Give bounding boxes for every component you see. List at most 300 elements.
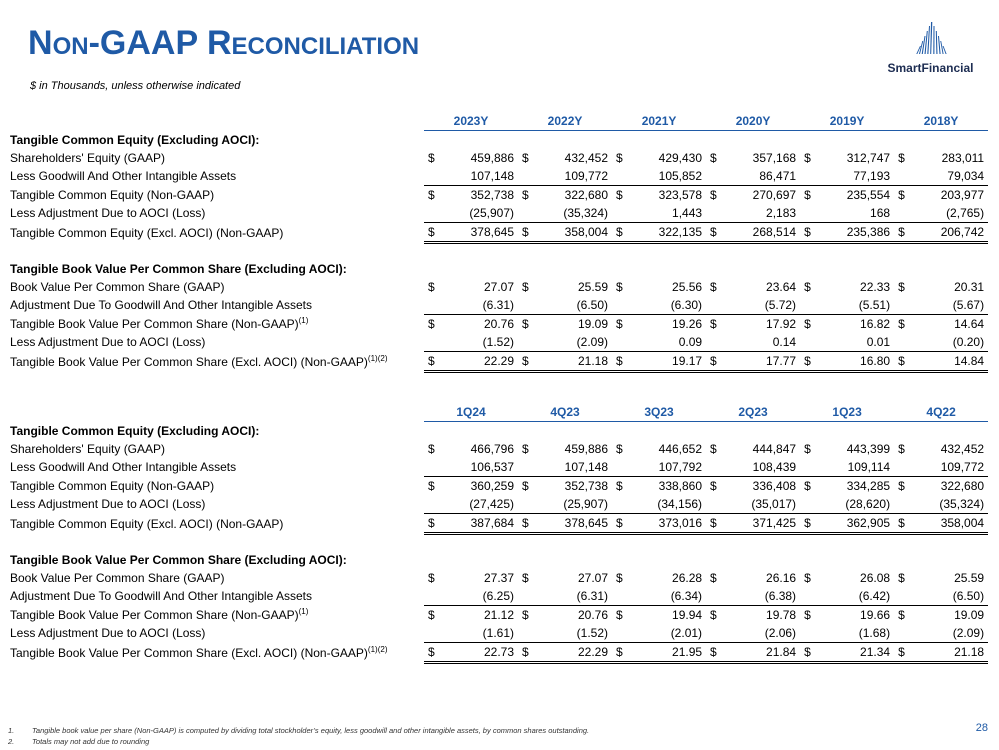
row-label bbox=[8, 333, 424, 352]
empty-cell bbox=[424, 243, 988, 261]
annual-reconciliation-table bbox=[8, 111, 988, 373]
row-label bbox=[8, 243, 424, 261]
currency-symbol: $ bbox=[428, 442, 435, 456]
column-header: 4Q22 bbox=[894, 402, 988, 422]
value-cell: (25,907) bbox=[469, 206, 515, 220]
currency-symbol: $ bbox=[612, 514, 632, 534]
quarterly-reconciliation-table bbox=[8, 402, 988, 664]
value-cell: 322,680 bbox=[538, 186, 612, 205]
currency-symbol bbox=[424, 167, 444, 186]
currency-symbol: $ bbox=[424, 186, 444, 205]
currency-symbol: $ bbox=[616, 571, 623, 585]
header-spacer bbox=[8, 111, 424, 131]
title-cap-r: R bbox=[206, 24, 232, 62]
value-cell: 21.18 bbox=[538, 352, 612, 372]
row-label bbox=[8, 352, 424, 372]
value-cell: 432,452 bbox=[940, 442, 985, 456]
value-cell: (35,324) bbox=[939, 497, 985, 511]
value-cell: 357,168 bbox=[752, 151, 797, 165]
title-rest-1: ON bbox=[52, 33, 89, 60]
row-label-text: Less Adjustment Due to AOCI (Loss) bbox=[10, 206, 206, 221]
value-cell: 107,792 bbox=[658, 460, 703, 474]
value-cell: 206,742 bbox=[914, 223, 988, 243]
value-cell: 109,772 bbox=[564, 169, 609, 183]
currency-symbol bbox=[800, 167, 820, 186]
column-header: 1Q24 bbox=[424, 402, 518, 422]
column-header: 2023Y bbox=[424, 111, 518, 131]
row-label-text: Book Value Per Common Share (GAAP) bbox=[10, 280, 225, 294]
row-label bbox=[8, 131, 424, 150]
currency-symbol: $ bbox=[706, 606, 726, 625]
column-header: 2020Y bbox=[706, 111, 800, 131]
currency-symbol: $ bbox=[518, 315, 538, 334]
footnote-number: 1. bbox=[8, 726, 15, 735]
currency-symbol: $ bbox=[518, 352, 538, 372]
value-cell: 106,537 bbox=[470, 460, 515, 474]
row-label bbox=[8, 551, 424, 569]
spacer-row bbox=[8, 534, 988, 552]
table-row bbox=[8, 514, 988, 534]
table-row bbox=[8, 624, 988, 643]
table-row bbox=[8, 333, 988, 352]
table-row bbox=[8, 440, 988, 458]
currency-symbol: $ bbox=[522, 442, 529, 456]
currency-symbol bbox=[800, 204, 820, 223]
value-cell: 322,135 bbox=[632, 223, 706, 243]
currency-symbol: $ bbox=[894, 514, 914, 534]
value-cell: (1.61) bbox=[482, 626, 515, 640]
value-cell: 25.59 bbox=[954, 571, 985, 585]
value-cell: 444,847 bbox=[752, 442, 797, 456]
row-label bbox=[8, 534, 424, 552]
value-cell: (6.50) bbox=[952, 589, 985, 603]
currency-symbol bbox=[894, 333, 914, 352]
currency-symbol bbox=[424, 333, 444, 352]
value-cell: (1.68) bbox=[858, 626, 891, 640]
table-row bbox=[8, 569, 988, 587]
currency-symbol: $ bbox=[898, 571, 905, 585]
currency-symbol: $ bbox=[894, 643, 914, 663]
row-label-text: Tangible Common Equity (Excl. AOCI) (Non-GAAP) bbox=[10, 225, 284, 240]
currency-symbol: $ bbox=[804, 151, 811, 165]
table-row bbox=[8, 352, 988, 372]
value-cell: 19.26 bbox=[632, 315, 706, 334]
value-cell: 446,652 bbox=[658, 442, 703, 456]
value-cell: 21.34 bbox=[820, 643, 894, 663]
currency-symbol: $ bbox=[518, 223, 538, 243]
value-cell: (6.42) bbox=[858, 589, 891, 603]
currency-symbol bbox=[612, 495, 632, 514]
row-label bbox=[8, 624, 424, 643]
value-cell: (5.72) bbox=[764, 298, 797, 312]
currency-symbol: $ bbox=[706, 514, 726, 534]
currency-symbol: $ bbox=[710, 571, 717, 585]
currency-symbol: $ bbox=[800, 643, 820, 663]
currency-symbol: $ bbox=[522, 571, 529, 585]
value-cell: 336,408 bbox=[726, 477, 800, 496]
page-number: 28 bbox=[975, 722, 988, 734]
currency-symbol bbox=[894, 587, 914, 606]
currency-symbol: $ bbox=[612, 315, 632, 334]
currency-symbol: $ bbox=[898, 442, 905, 456]
currency-symbol bbox=[894, 204, 914, 223]
row-label-text: Tangible Common Equity (Excluding AOCI): bbox=[10, 132, 260, 147]
logo-mountain-icon bbox=[913, 22, 949, 56]
value-cell: 23.64 bbox=[766, 280, 797, 294]
row-label-text: Tangible Book Value Per Common Share (Excl. AOCI) (Non-GAAP) bbox=[10, 645, 368, 660]
column-header-row bbox=[8, 111, 988, 131]
value-cell: 14.84 bbox=[914, 352, 988, 372]
row-label-text: Less Adjustment Due to AOCI (Loss) bbox=[10, 497, 206, 512]
value-cell: 26.16 bbox=[766, 571, 797, 585]
value-cell: 432,452 bbox=[564, 151, 609, 165]
row-label bbox=[8, 587, 424, 606]
currency-symbol: $ bbox=[706, 315, 726, 334]
value-cell: 86,471 bbox=[759, 169, 797, 183]
value-cell: 21.84 bbox=[726, 643, 800, 663]
currency-symbol bbox=[706, 624, 726, 643]
value-cell: 17.92 bbox=[726, 315, 800, 334]
row-label bbox=[8, 569, 424, 587]
value-cell: 235,386 bbox=[820, 223, 894, 243]
currency-symbol: $ bbox=[424, 223, 444, 243]
currency-symbol bbox=[800, 333, 820, 352]
row-label bbox=[8, 223, 424, 243]
value-cell: 19.94 bbox=[632, 606, 706, 625]
currency-symbol: $ bbox=[710, 151, 717, 165]
currency-symbol bbox=[612, 458, 632, 477]
value-cell: 283,011 bbox=[941, 151, 985, 165]
value-cell: (6.50) bbox=[576, 298, 609, 312]
currency-symbol: $ bbox=[518, 514, 538, 534]
row-label-text: Tangible Book Value Per Common Share (Non-GAAP) bbox=[10, 607, 299, 622]
currency-symbol bbox=[518, 204, 538, 223]
value-cell: 371,425 bbox=[726, 514, 800, 534]
value-cell: 429,430 bbox=[658, 151, 703, 165]
value-cell: (5.51) bbox=[858, 298, 891, 312]
value-cell: (25,907) bbox=[563, 497, 609, 511]
table-row bbox=[8, 587, 988, 606]
currency-symbol bbox=[518, 624, 538, 643]
empty-cell bbox=[424, 260, 988, 278]
currency-symbol: $ bbox=[804, 280, 811, 294]
value-cell: 168 bbox=[870, 206, 891, 220]
value-cell: 322,680 bbox=[914, 477, 988, 496]
currency-symbol: $ bbox=[424, 477, 444, 496]
value-cell: 16.80 bbox=[820, 352, 894, 372]
value-cell: (6.25) bbox=[482, 589, 515, 603]
currency-symbol: $ bbox=[424, 315, 444, 334]
value-cell: 358,004 bbox=[914, 514, 988, 534]
currency-symbol: $ bbox=[894, 352, 914, 372]
currency-symbol bbox=[894, 167, 914, 186]
currency-symbol bbox=[894, 624, 914, 643]
value-cell: 0.14 bbox=[772, 335, 797, 349]
footnote-reference: (1) bbox=[298, 606, 309, 616]
currency-symbol bbox=[800, 624, 820, 643]
spacer-row bbox=[8, 243, 988, 261]
page-title bbox=[28, 26, 419, 60]
currency-symbol: $ bbox=[616, 280, 623, 294]
currency-symbol: $ bbox=[612, 477, 632, 496]
currency-symbol: $ bbox=[518, 643, 538, 663]
currency-symbol: $ bbox=[894, 186, 914, 205]
table-row bbox=[8, 477, 988, 496]
row-label-text: Book Value Per Common Share (GAAP) bbox=[10, 571, 225, 585]
value-cell: 21.12 bbox=[444, 606, 518, 625]
value-cell: 270,697 bbox=[726, 186, 800, 205]
row-label-text: Less Goodwill And Other Intangible Assets bbox=[10, 460, 237, 475]
row-label bbox=[8, 204, 424, 223]
currency-symbol bbox=[706, 587, 726, 606]
value-cell: (6.31) bbox=[576, 589, 609, 603]
currency-symbol bbox=[424, 624, 444, 643]
currency-symbol: $ bbox=[800, 477, 820, 496]
column-header: 2022Y bbox=[518, 111, 612, 131]
value-cell: 14.64 bbox=[914, 315, 988, 334]
table-row bbox=[8, 315, 988, 334]
row-label bbox=[8, 477, 424, 496]
value-cell: (1.52) bbox=[576, 626, 609, 640]
value-cell: 107,148 bbox=[564, 460, 609, 474]
table-row bbox=[8, 149, 988, 167]
column-header: 2Q23 bbox=[706, 402, 800, 422]
row-label-text: Tangible Common Equity (Excl. AOCI) (Non-GAAP) bbox=[10, 516, 284, 531]
value-cell: 22.29 bbox=[444, 352, 518, 372]
row-label-text: Tangible Book Value Per Common Share (Excluding AOCI): bbox=[10, 553, 347, 567]
row-label-text: Tangible Book Value Per Common Share (Excluding AOCI): bbox=[10, 262, 347, 276]
value-cell: 459,886 bbox=[564, 442, 609, 456]
row-label bbox=[8, 495, 424, 514]
row-label bbox=[8, 260, 424, 278]
currency-symbol: $ bbox=[706, 643, 726, 663]
currency-symbol bbox=[800, 495, 820, 514]
value-cell: 20.76 bbox=[538, 606, 612, 625]
currency-symbol: $ bbox=[894, 477, 914, 496]
value-cell: 19.09 bbox=[538, 315, 612, 334]
footnote-text: Totals may not add due to rounding bbox=[32, 737, 150, 746]
currency-symbol bbox=[424, 458, 444, 477]
footnote-reference: (1)(2) bbox=[367, 644, 388, 654]
currency-symbol: $ bbox=[518, 186, 538, 205]
currency-symbol: $ bbox=[428, 571, 435, 585]
value-cell: 362,905 bbox=[820, 514, 894, 534]
value-cell: 373,016 bbox=[632, 514, 706, 534]
currency-symbol bbox=[706, 167, 726, 186]
value-cell: 25.59 bbox=[578, 280, 609, 294]
value-cell: 77,193 bbox=[853, 169, 891, 183]
value-cell: 16.82 bbox=[820, 315, 894, 334]
value-cell: 79,034 bbox=[947, 169, 985, 183]
currency-symbol bbox=[612, 167, 632, 186]
empty-cell bbox=[424, 551, 988, 569]
currency-symbol bbox=[424, 495, 444, 514]
title-cap-n: N bbox=[28, 24, 53, 62]
column-header: 4Q23 bbox=[518, 402, 612, 422]
row-label bbox=[8, 315, 424, 334]
currency-symbol bbox=[518, 587, 538, 606]
row-label-text: Tangible Book Value Per Common Share (Non-GAAP) bbox=[10, 316, 299, 331]
value-cell: 358,004 bbox=[538, 223, 612, 243]
currency-symbol: $ bbox=[898, 280, 905, 294]
footnote-number: 2. bbox=[8, 737, 15, 746]
row-label bbox=[8, 606, 424, 625]
value-cell: 466,796 bbox=[470, 442, 515, 456]
value-cell: 26.28 bbox=[672, 571, 703, 585]
footnote-2 bbox=[8, 736, 589, 747]
currency-symbol bbox=[518, 495, 538, 514]
column-header: 3Q23 bbox=[612, 402, 706, 422]
value-cell: 387,684 bbox=[444, 514, 518, 534]
table-row bbox=[8, 167, 988, 186]
footnote-1 bbox=[8, 725, 589, 736]
currency-symbol: $ bbox=[522, 151, 529, 165]
currency-symbol: $ bbox=[898, 151, 905, 165]
column-header: 2018Y bbox=[894, 111, 988, 131]
currency-symbol: $ bbox=[800, 514, 820, 534]
section-header-row bbox=[8, 422, 988, 441]
header-spacer bbox=[8, 402, 424, 422]
currency-symbol: $ bbox=[800, 315, 820, 334]
value-cell: (2.09) bbox=[952, 626, 985, 640]
currency-symbol: $ bbox=[612, 606, 632, 625]
value-cell: (6.30) bbox=[670, 298, 703, 312]
row-label-text: Shareholders' Equity (GAAP) bbox=[10, 151, 166, 165]
value-cell: 378,645 bbox=[538, 514, 612, 534]
currency-symbol bbox=[612, 624, 632, 643]
value-cell: 22.33 bbox=[860, 280, 891, 294]
row-label bbox=[8, 186, 424, 205]
currency-symbol bbox=[800, 587, 820, 606]
value-cell: 19.17 bbox=[632, 352, 706, 372]
currency-symbol: $ bbox=[804, 442, 811, 456]
currency-symbol bbox=[612, 296, 632, 315]
row-label-text: Adjustment Due To Goodwill And Other Intangible Assets bbox=[10, 298, 312, 313]
table-row bbox=[8, 278, 988, 296]
logo-wordmark: SmartFinancial bbox=[887, 61, 974, 75]
empty-cell bbox=[424, 131, 988, 150]
value-cell: (0.20) bbox=[952, 335, 985, 349]
empty-cell bbox=[424, 534, 988, 552]
column-header: 2019Y bbox=[800, 111, 894, 131]
currency-symbol bbox=[612, 204, 632, 223]
value-cell: 0.09 bbox=[678, 335, 703, 349]
value-cell: 19.78 bbox=[726, 606, 800, 625]
footnote-text: Tangible book value per share (Non-GAAP) is computed by dividing total stockholder’s equity, less goodwill and other intangible assets, by common shares outstanding. bbox=[32, 726, 590, 735]
currency-symbol: $ bbox=[800, 223, 820, 243]
row-label-text: Tangible Common Equity (Excluding AOCI): bbox=[10, 423, 260, 438]
footnote-reference: (1)(2) bbox=[367, 353, 388, 363]
table-row bbox=[8, 606, 988, 625]
value-cell: 108,439 bbox=[752, 460, 797, 474]
value-cell: 27.37 bbox=[483, 571, 515, 585]
currency-symbol bbox=[706, 495, 726, 514]
currency-symbol bbox=[518, 296, 538, 315]
value-cell: 459,886 bbox=[470, 151, 515, 165]
currency-symbol: $ bbox=[706, 223, 726, 243]
value-cell: 21.95 bbox=[632, 643, 706, 663]
row-label bbox=[8, 149, 424, 167]
table-row bbox=[8, 458, 988, 477]
currency-symbol: $ bbox=[800, 606, 820, 625]
value-cell: 0.01 bbox=[866, 335, 891, 349]
value-cell: 2,183 bbox=[766, 206, 797, 220]
currency-symbol bbox=[518, 167, 538, 186]
currency-symbol bbox=[612, 333, 632, 352]
page-subtitle: $ in Thousands, unless otherwise indicated bbox=[30, 80, 241, 92]
currency-symbol: $ bbox=[616, 442, 623, 456]
currency-symbol: $ bbox=[424, 643, 444, 663]
currency-symbol: $ bbox=[706, 477, 726, 496]
value-cell: (2.01) bbox=[670, 626, 703, 640]
value-cell: 443,399 bbox=[846, 442, 891, 456]
value-cell: 334,285 bbox=[820, 477, 894, 496]
value-cell: 17.77 bbox=[726, 352, 800, 372]
value-cell: (6.34) bbox=[670, 589, 703, 603]
currency-symbol bbox=[518, 333, 538, 352]
value-cell: (2,765) bbox=[946, 206, 985, 220]
row-label-text: Shareholders' Equity (GAAP) bbox=[10, 442, 166, 456]
currency-symbol: $ bbox=[428, 151, 435, 165]
table-row bbox=[8, 186, 988, 205]
value-cell: 20.76 bbox=[444, 315, 518, 334]
currency-symbol: $ bbox=[800, 186, 820, 205]
currency-symbol bbox=[706, 296, 726, 315]
currency-symbol bbox=[894, 495, 914, 514]
row-label-text: Tangible Common Equity (Non-GAAP) bbox=[10, 478, 215, 493]
currency-symbol bbox=[706, 458, 726, 477]
row-label bbox=[8, 422, 424, 441]
currency-symbol: $ bbox=[804, 571, 811, 585]
value-cell: (27,425) bbox=[469, 497, 515, 511]
row-label-text: Less Adjustment Due to AOCI (Loss) bbox=[10, 626, 206, 641]
value-cell: 268,514 bbox=[726, 223, 800, 243]
value-cell: 323,578 bbox=[632, 186, 706, 205]
value-cell: 312,747 bbox=[846, 151, 891, 165]
value-cell: 352,738 bbox=[444, 186, 518, 205]
currency-symbol: $ bbox=[894, 606, 914, 625]
currency-symbol: $ bbox=[616, 151, 623, 165]
value-cell: (2.06) bbox=[764, 626, 797, 640]
section-header-row bbox=[8, 260, 988, 278]
currency-symbol bbox=[894, 296, 914, 315]
column-header-row bbox=[8, 402, 988, 422]
value-cell: (28,620) bbox=[845, 497, 891, 511]
title-rest-2: ECONCILIATION bbox=[231, 33, 420, 60]
currency-symbol bbox=[706, 333, 726, 352]
row-label bbox=[8, 167, 424, 186]
value-cell: 22.29 bbox=[538, 643, 612, 663]
smartfinancial-logo bbox=[878, 22, 983, 75]
currency-symbol bbox=[800, 458, 820, 477]
value-cell: 19.66 bbox=[820, 606, 894, 625]
table-row bbox=[8, 495, 988, 514]
row-label-text: Tangible Book Value Per Common Share (Excl. AOCI) (Non-GAAP) bbox=[10, 354, 368, 369]
value-cell: 22.73 bbox=[444, 643, 518, 663]
currency-symbol: $ bbox=[612, 352, 632, 372]
row-label-text: Less Goodwill And Other Intangible Assets bbox=[10, 169, 237, 184]
value-cell: (6.31) bbox=[482, 298, 515, 312]
currency-symbol: $ bbox=[710, 280, 717, 294]
table-row bbox=[8, 296, 988, 315]
currency-symbol bbox=[424, 296, 444, 315]
row-label bbox=[8, 278, 424, 296]
value-cell: 360,259 bbox=[444, 477, 518, 496]
row-label bbox=[8, 514, 424, 534]
row-label bbox=[8, 458, 424, 477]
table-row bbox=[8, 204, 988, 223]
section-header-row bbox=[8, 551, 988, 569]
